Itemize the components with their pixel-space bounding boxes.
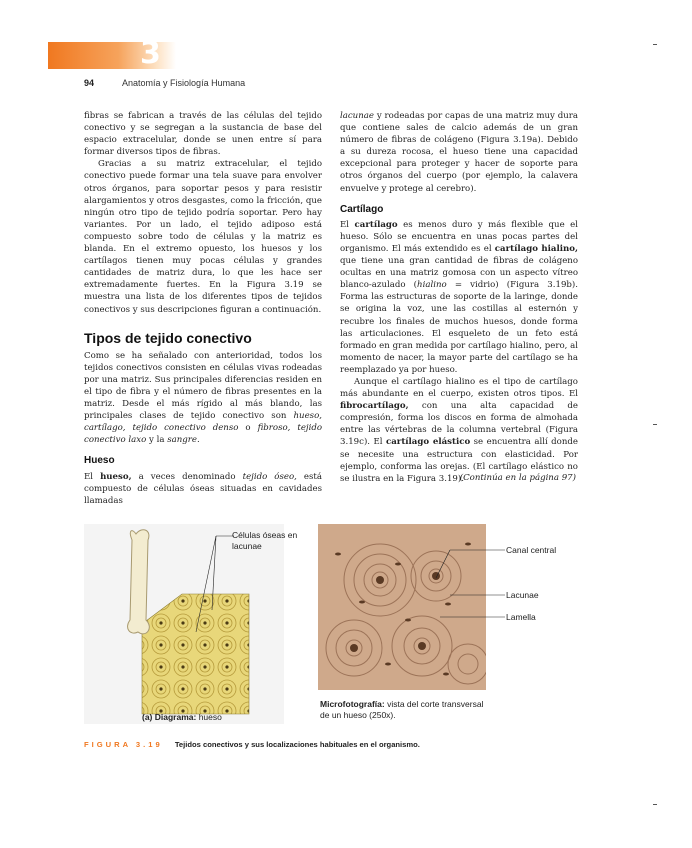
bone-icon (128, 530, 150, 634)
bone-diagram (84, 524, 284, 724)
bone-diagram-illustration (84, 524, 284, 724)
subheading-cartilago: Cartílago (340, 203, 384, 215)
label-bone-cells: Células óseas en lacunae (232, 530, 298, 551)
micrograph-image (318, 524, 486, 690)
page-number: 94 (84, 78, 95, 88)
figure-label: FIGURA 3.19 (84, 740, 163, 749)
section-title: Tipos de tejido conectivo (84, 329, 252, 346)
continued-note: (Continúa en la página 97) (459, 473, 576, 483)
running-head (84, 78, 245, 88)
label-lacunae: Lacunae (506, 590, 539, 600)
paragraph: Aunque el cartílago hialino es el tipo de cartílago más abundante en el cuerpo, existen otros tipos. El fibrocartílago, con una alta capacidad de compresión, forma los discos en forma de almohada entre las vértebras de la columna vertebral (Figura 3.19c). El cartílago elástico se encuentra allí donde se necesite una estructura con elasticidad. Por ejemplo, conforma las orejas. (El cartílago elástico no se ilustra en la Figura 3.19). (340, 376, 578, 484)
crop-mark (653, 804, 657, 805)
caption-diagram: (a) Diagrama: hueso (142, 712, 222, 722)
chapter-number: 3 (140, 36, 161, 71)
paragraph: Gracias a su matriz extracelular, el tejido conectivo puede formar una tela suave para envolver otros órganos, para soportar pesos y para resistir alargamientos y otros desgastes, como la fricción, que ningún otro tipo de tejido podría soportar. Pero hay variantes. Por un lado, el tejido adiposo está compuesto sobre todo de células y la matriz es blanda. En el extremo opuesto, los huesos y los cartílagos tienen muy pocas células y grandes cantidades de matriz dura, lo que les hace ser extremadamente fuertes. En la Figura 3.19 se muestra una lista de los diferentes tipos de tejidos conectivos y sus descripciones figuran a continuación. (84, 159, 322, 315)
book-title: Anatomía y Fisiología Humana (122, 78, 246, 88)
paragraph: El hueso, a veces denominado tejido óseo, está compuesto de células óseas situadas en cavidades llamadas (84, 471, 322, 506)
crop-mark (653, 44, 657, 45)
micrograph (318, 524, 486, 690)
left-column (84, 110, 322, 507)
figure-caption-text: Tejidos conectivos y sus localizaciones habituales en el organismo. (174, 740, 420, 749)
paragraph: Como se ha señalado con anterioridad, todos los tejidos conectivos consisten en células vivas rodeadas por una matriz. Sus principales diferencias residen en el tipo de fibra y el número de fibras presentes en la matriz. Desde el más rígido al más blando, las principales clases de tejido conectivo son hueso, cartílago, tejido conectivo denso o fibroso, tejido conectivo laxo y la sangre. (84, 350, 322, 446)
paragraph: El cartílago es menos duro y más flexible que el hueso. Sólo se encuentra en unas pocas partes del organismo. El más extendido es el cartílago hialino, que tiene una gran cantidad de fibras de colágeno ocultas en una matriz gomosa con un aspecto vítreo blanco-azulado (hialino = vidrio) (Figura 3.19b). Forma las estructuras de soporte de la laringe, donde se origina la voz, une las costillas al esternón y recubre los finales de muchos huesos, donde forma las articulaciones. El esqueleto de un feto está formado en gran medida por cartílago hialino, pero, al momento de nacer, la mayor parte del cartílago se ha reemplazado ya por hueso. (340, 219, 579, 375)
paragraph: lacunae y rodeadas por capas de una matriz muy dura que contiene sales de calcio además de un gran número de fibras de colágeno (Figura 3.19a). Debido a su dureza rocosa, el hueso tiene una capacidad excepcional para proteger y hacer de soporte para otros órganos del cuerpo (por ejemplo, la calavera envuelve y protege al cerebro). (340, 111, 578, 194)
caption-micrograph: Microfotografía: vista del corte transversal de un hueso (250x). (320, 699, 484, 720)
right-column (340, 110, 578, 485)
crop-mark (653, 424, 657, 425)
paragraph: fibras se fabrican a través de las células del tejido conectivo y se segregan a la sustancia de base del espacio extracelular, donde se unen entre sí para formar diversos tipos de fibras. (84, 111, 322, 158)
figure-caption (84, 740, 420, 749)
label-central-canal: Canal central (506, 545, 557, 555)
subheading-hueso: Hueso (84, 455, 115, 467)
label-lamella: Lamella (506, 612, 536, 622)
